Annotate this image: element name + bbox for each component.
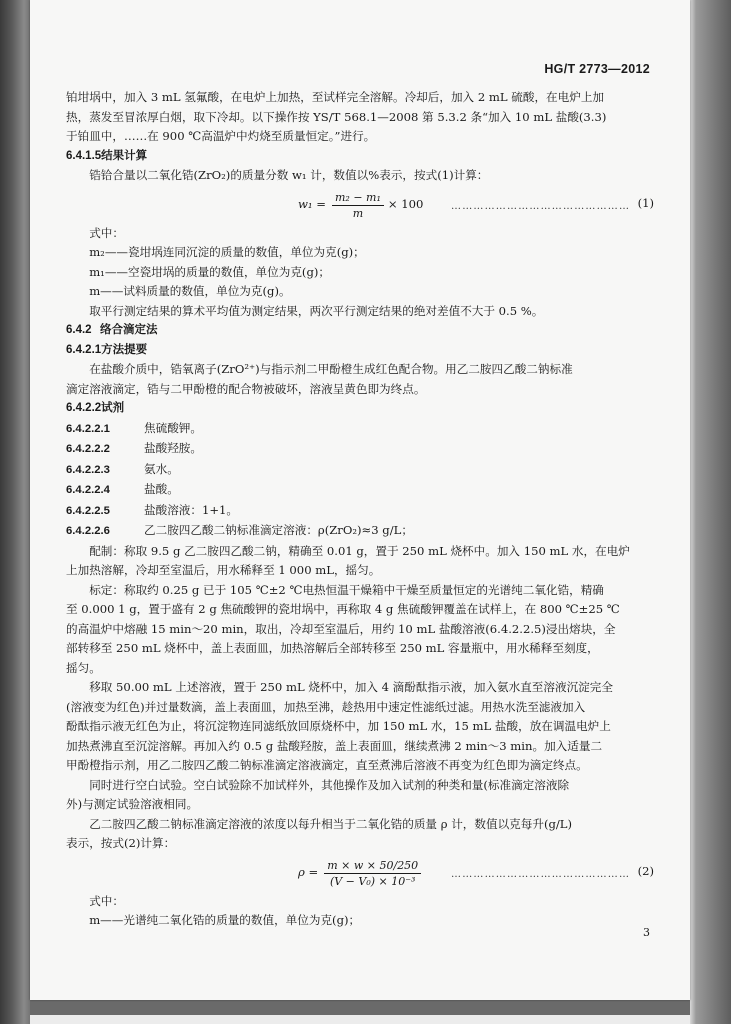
reagent-text: 焦硫酸钾。 <box>144 420 202 435</box>
formula-lhs: ρ = <box>298 865 319 880</box>
reagent-number: 6.4.2.2.3 <box>66 463 110 476</box>
text-line: 滴定溶液滴定，锆与二甲酚橙的配合物被破坏，溶液呈黄色即为终点。 <box>66 381 426 396</box>
text-line: 的高温炉中熔融 15 min～20 min，取出，冷却至室温后，用约 10 mL 盐酸溶液(6.4.2.2.5)浸出熔块，全 <box>66 621 616 636</box>
section-title: 络合滴定法 <box>100 324 158 336</box>
page-content <box>66 88 656 931</box>
text-line: 酚酞指示液无红色为止，将沉淀物连同滤纸放回原烧杯中，加 150 mL 水，15 mL 盐酸，放在调温电炉上 <box>66 719 611 733</box>
variable-definition: m——试料质量的数值，单位为克(g)。 <box>89 284 291 298</box>
formula-lhs: w₁ = <box>298 197 326 212</box>
text-line: 部转移至 250 mL 烧杯中，盖上表面皿，加热溶解后全部转移至 250 mL 容量瓶中，用水稀释至刻度， <box>66 641 599 655</box>
formula-number: (1) <box>637 195 654 210</box>
formula-tail: × 100 <box>387 197 424 212</box>
text-line: 配制：称取 9.5 g 乙二胺四乙酸二钠，精确至 0.01 g，置于 250 mL 烧杯中。加入 150 mL 水，在电炉 <box>89 543 630 558</box>
scanner-right-edge <box>690 0 731 1024</box>
reagent-item <box>66 439 656 460</box>
variable-definition: m₂——瓷坩埚连同沉淀的质量的数值，单位为克(g)； <box>89 245 365 259</box>
text-line: 乙二胺四乙酸二钠标准滴定溶液的浓度以每升相当于二氧化锆的质量 ρ 计，数值以克每升(g/L) <box>89 816 573 831</box>
text-line: 铂坩埚中，加入 3 mL 氢氟酸，在电炉上加热，至试样完全溶解。冷却后，加入 2 mL 硫酸，在电炉上加 <box>66 90 605 104</box>
fraction-denominator: (V − V₀) × 10⁻³ <box>329 874 416 888</box>
fraction <box>332 190 384 221</box>
formula-2 <box>66 854 656 892</box>
section-number: 6.4.1.5 <box>66 149 102 162</box>
section-number: 6.4.2.2 <box>66 402 102 414</box>
text-line: 上加热溶解，冷却至室温后，用水稀释至 1 000 mL，摇匀。 <box>66 563 381 577</box>
next-page-edge <box>30 1015 690 1024</box>
reagent-number: 6.4.2.2.1 <box>66 422 110 435</box>
formula-number: (2) <box>637 863 654 878</box>
fraction-numerator: m₂ − m₁ <box>332 190 384 206</box>
text-line: (溶液变为红色)并过量数滴，盖上表面皿，加热至沸，趁热用中速定性滤纸过滤。用热水洗至滤液加入 <box>66 699 586 714</box>
fraction-numerator: m × w × 50/250 <box>324 858 421 874</box>
section-heading-642 <box>66 321 656 341</box>
standard-code: HG/T 2773—2012 <box>544 62 650 76</box>
reagent-item <box>66 460 656 481</box>
text-line: 甲酚橙指示剂，用乙二胺四乙酸二钠标准滴定溶液滴定，直至煮沸后溶液不再变为红色即为滴定终点。 <box>66 758 588 772</box>
section-title: 结果计算 <box>101 149 148 162</box>
section-title: 试剂 <box>101 402 125 414</box>
text-line: 外)与测定试验溶液相同。 <box>66 797 199 811</box>
section-heading-6422 <box>66 399 656 419</box>
text-line: 加热煮沸直至沉淀溶解。再加入约 0.5 g 盐酸羟胺，盖上表面皿，继续煮沸 2 min～3 min。加入适量二 <box>66 738 603 753</box>
reagent-text: 乙二胺四乙酸二钠标准滴定溶液：ρ(ZrO₂)≈3 g/L； <box>144 523 413 537</box>
reagent-item <box>66 521 656 542</box>
reagent-text: 盐酸羟胺。 <box>144 441 202 455</box>
reagent-item <box>66 419 656 440</box>
section-number: 6.4.2 <box>66 324 92 336</box>
text-line: 表示，按式(2)计算： <box>66 836 176 850</box>
reagent-number: 6.4.2.2.4 <box>66 484 110 496</box>
text-line: 同时进行空白试验。空白试验除不加试样外，其他操作及加入试剂的种类和量(标准滴定溶液除 <box>89 777 570 792</box>
reagent-text: 氨水。 <box>144 461 179 476</box>
leader-dots: ………………………………………… <box>451 200 631 212</box>
text-line: 取平行测定结果的算术平均值为测定结果，两次平行测定结果的绝对差值不大于 0.5 %。 <box>89 303 544 318</box>
text-line: 锆铪合量以二氧化锆(ZrO₂)的质量分数 w₁ 计，数值以%表示，按式(1)计算： <box>89 168 489 182</box>
variable-definition: m——光谱纯二氧化锆的质量的数值，单位为克(g)； <box>89 913 361 927</box>
page-number: 3 <box>643 926 650 939</box>
section-number: 6.4.2.1 <box>66 343 102 356</box>
leader-dots: ………………………………………… <box>451 868 631 880</box>
text-line: 至 0.000 1 g，置于盛有 2 g 焦硫酸钾的瓷坩埚中，再称取 4 g 焦硫酸钾覆盖在试样上，在 800 ℃±25 ℃ <box>66 602 620 616</box>
reagent-text: 盐酸。 <box>144 482 179 496</box>
fraction-denominator: m <box>352 206 364 220</box>
where-label: 式中： <box>89 893 124 908</box>
section-heading-6421 <box>66 341 656 361</box>
section-title: 方法提要 <box>101 343 148 356</box>
reagent-text: 盐酸溶液：1+1。 <box>144 502 239 517</box>
formula-1 <box>66 186 656 224</box>
reagent-number: 6.4.2.2.5 <box>66 504 110 517</box>
reagent-number: 6.4.2.2.2 <box>66 443 110 455</box>
variable-definition: m₁——空瓷坩埚的质量的数值，单位为克(g)； <box>89 264 330 279</box>
reagent-number: 6.4.2.2.6 <box>66 525 110 537</box>
reagent-item <box>66 501 656 522</box>
where-label: 式中： <box>89 225 124 240</box>
fraction <box>324 858 421 889</box>
section-heading-6415 <box>66 147 656 167</box>
text-line: 在盐酸介质中，锆氧离子(ZrO²⁺)与指示剂二甲酚橙生成红色配合物。用乙二胺四乙酸二钠标准 <box>89 362 573 376</box>
reagent-item <box>66 480 656 501</box>
text-line: 标定：称取约 0.25 g 已于 105 ℃±2 ℃电热恒温干燥箱中干燥至质量恒定的光谱纯二氧化锆，精确 <box>89 582 604 597</box>
text-line: 移取 50.00 mL 上述溶液，置于 250 mL 烧杯中，加入 4 滴酚酞指示液，加入氨水直至溶液沉淀完全 <box>89 680 613 694</box>
text-line: 于铂皿中，……在 900 ℃高温炉中灼烧至质量恒定。”进行。 <box>66 129 376 143</box>
document-page <box>30 0 690 1000</box>
text-line: 摇匀。 <box>66 660 101 675</box>
text-line: 热，蒸发至冒浓厚白烟，取下冷却。以下操作按 YS/T 568.1—2008 第 5.3.2 条“加入 10 mL 盐酸(3.3) <box>66 109 607 124</box>
